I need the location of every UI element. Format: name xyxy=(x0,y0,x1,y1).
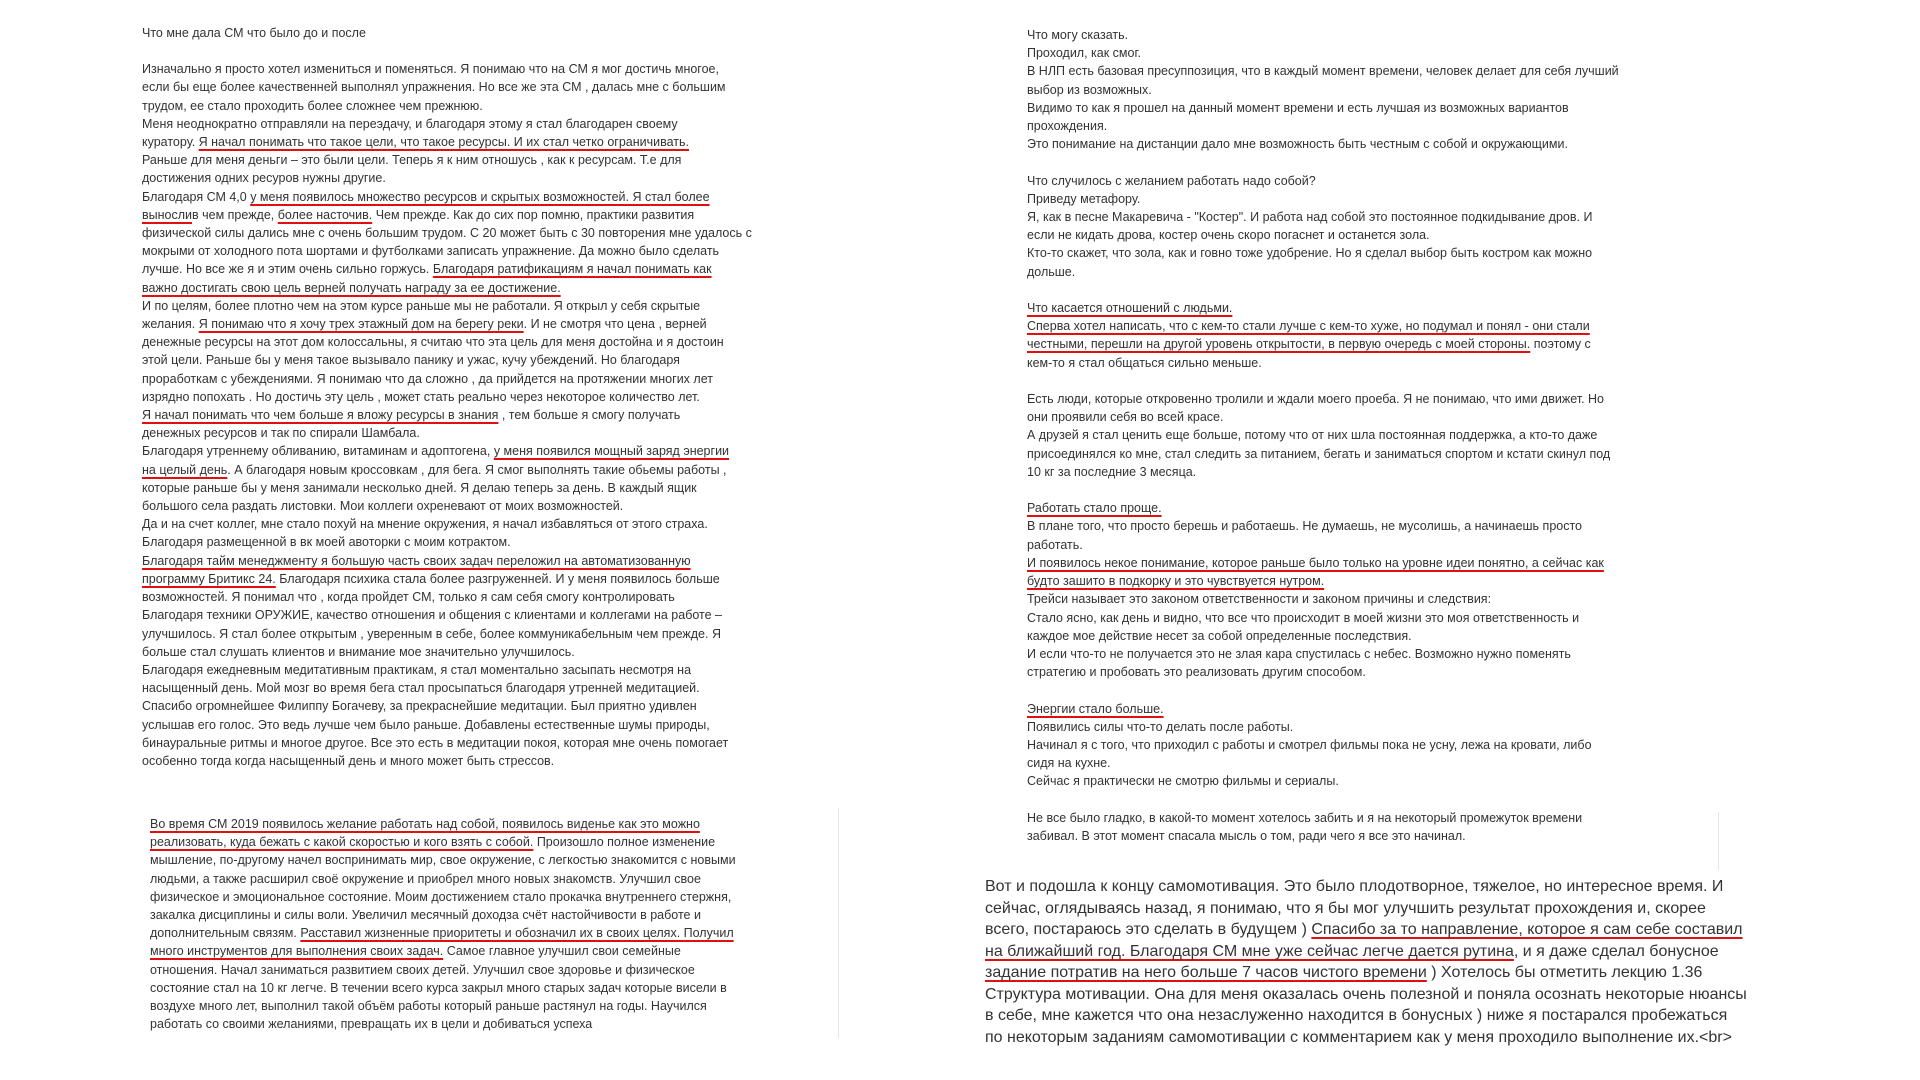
underlined-text: Расставил жизненные приоритеты и обозначил их в своих целях. Получил много инструментов для выполнения своих задач. xyxy=(150,926,734,959)
underlined-text: Благодаря ратификациям я начал понимать как важно достигать свою цель верней получать награду за ее достижение. xyxy=(142,262,712,295)
underlined-text: у меня появился мощный заряд энергии на целый день xyxy=(142,444,730,477)
underlined-text: задание потратив на него больше 7 часов чистого времени xyxy=(985,964,1427,981)
underlined-text: Что касается отношений с людьми. xyxy=(1027,301,1233,316)
underlined-text: И появилось некое понимание, которое раньше было только на уровне идеи понятно, а сейчас как будто зашито в подкорку и это чувствуется нутром. xyxy=(1027,555,1604,589)
underlined-text: Я начал понимать что чем больше я вложу ресурсы в знания xyxy=(142,408,499,423)
text-segment: . А благодаря новым кроссовкам , для бега. Я смог выполнять такие обьемы работы , которые раньше бы у меня занимали несколько дней. Я делаю теперь за день. В каждый ящик большого села раздать листовки. Мои коллеги охреневают от моих возможностей. Да и на счет коллег, мне стало похуй на мнение окружения, я начал избавляться от этого страха. Благодаря размещенной в вк моей авоторки с моим котрактом. xyxy=(142,462,727,550)
underlined-text: Я начал понимать что такое цели, что такое ресурсы. И их стал четко ограничивать. xyxy=(198,135,690,150)
underlined-text: Сперва хотел написать, что с кем-то стали лучше с кем-то хуже, но подумал и понял - они стали честными, перешли на другой уровень открытости, в первую очередь с моей стороны. xyxy=(1027,319,1590,352)
text-segment: ) Хотелось бы отметить лекцию 1.36 Структура мотивации. Она для меня оказалась очень полезной и поняла осознать некоторые нюансы в себе, мне кажется что она незаслуженно находится в бонусных ) ниже я постарался пробежаться по некоторым заданиям самомотивации с комментарием как у меня проходило выполнение их.<br> xyxy=(985,964,1747,1046)
text-segment: Вот и подошла к концу самомотивация. Это было плодотворное, тяжелое, но интересное время. И сейчас, оглядываясь назад, я понимаю, что я бы мог улучшить результат прохождения и, скорее всего, постараюсь это сделать в будущем ) xyxy=(985,878,1724,938)
text-segment: Самое главное улучшил свои семейные отношения. Начал заниматься развитием своих детей. Улучшил свое здоровье и физическое состояние стал на 10 кг легче. В течении всего курса закрыл много старых задач которые висели в воздухе много лет, выполнил такой объём работы который раньше растянул на годы. Научился работать со своими желаниями, превращать их в цели и добиваться успеха xyxy=(150,944,727,1032)
right-bottom-column xyxy=(985,876,1805,1048)
text-segment: Чем прежде. Как до сих пор помню, практики развития физической силы дались мне с очень большим трудом. С 20 может быть с 30 повторения мне удалось с мокрыми от холодного пота шортами и футболками записать упражнение. Да можно было сделать лучше. Но все же я и этим очень сильно горжусь. xyxy=(142,207,752,277)
underlined-text: Благодаря тайм менеджменту я большую часть своих задач переложил на автоматизованную программу Бритикс 24. xyxy=(142,553,691,586)
text-segment: , тем больше я смогу получать денежных ресурсов и так по спирали Шамбала. Благодаря утреннему обливанию, витаминам и адоптогена, xyxy=(142,408,681,459)
right-main-text xyxy=(1027,26,1727,845)
document-title: Что мне дала СМ что было до и после xyxy=(142,26,366,40)
text-segment: . И не смотря что цена , верней денежные ресурсы на этот дом колоссальны, я считаю что эта цель для меня достойна и я достоин этой цели. Раньше бы у меня такое вызывало панику и ужас, кучу убеждений. Но благодаря проработкам с убеждениями. Я понимаю что да сложно , да прийдется на протяжении многих лет изрядно попохать . Но достичь эту цель , может стать реально через некоторое количество лет. xyxy=(142,317,724,404)
underlined-text: более насточив. xyxy=(277,207,373,222)
text-segment: В плане того, что просто берешь и работаешь. Не думаешь, не мусолишь, а начинаешь просто работать. xyxy=(1027,519,1583,552)
text-segment: поэтому с кем-то я стал общаться сильно меньше. Есть люди, которые откровенно тролили и ждали моего проеба. Я не понимаю, что ими движет. Но они проявили себя во всей красе. А друзей я стал ценить еще больше, потому что от них шла постоянная поддержка, а кто-то даже присоединялся ко мне, стал следить за питанием, бегать и заниматься спортом и кстати скинул под 10 кг за последние 3 месяца. xyxy=(1027,337,1611,479)
underlined-text: Энергии стало больше. xyxy=(1027,701,1164,716)
left-bottom-text xyxy=(150,815,850,1033)
text-segment: Раньше для меня деньги – это были цели. Теперь я к ним отношусь , как к ресурсам. Т.е для достижения одних ресуров нужны другие. Благодаря СМ 4,0 xyxy=(142,153,682,204)
text-segment: Благодаря психика стала более разгруженней. И у меня появилось больше возможностей. Я понимал что , когда пройдет СМ, только я сам себя смогу контролировать Благодаря техники ОРУЖИЕ, качество отношения и общения с клиентами и коллегами на работе – улучшилось. Я стал более открытым , уверенным в себе, более коммуникабельным чем прежде. Я больше стал слушать клиентов и внимание мое значительно улучшилось. Благодаря ежедневным медитативным практикам, я стал моментально засыпать несмотря на насыщенный день. Мой мозг во время бега стал просыпаться благодаря утренней медитацией. Спасибо огромнейшее Филиппу Богачеву, за прекраснейшие медитации. Был приятно удивлен услышав его голос. Это ведь лучше чем было раньше. Добавлены естественные шумы природы, бинауральные ритмы и многое другое. Все это есть в медитации покоя, которая мне очень помогает особенно тогда когда насыщенный день и много может быть стрессов. xyxy=(142,571,729,768)
underlined-text: Работать стало проще. xyxy=(1027,501,1162,516)
underlined-text: Я понимаю что я хочу трех этажный дом на берегу реки xyxy=(198,317,524,332)
underlined-text: у меня появилось множество ресурсов и скрытых возможностей. Я стал более выносли xyxy=(142,189,710,222)
text-segment: И по целям, более плотно чем на этом курсе раньше мы не работали. Я открыл у себя скрытые желания. xyxy=(142,298,701,332)
right-bottom-divider xyxy=(1718,812,1719,870)
underlined-text: Во время СМ 2019 появилось желание работать над собой, появилось виденье как это можно реализовать, куда бежать с какой скоростью и кого взять с собой. xyxy=(150,817,700,850)
text-segment: Изначально я просто хотел измениться и поменяться. Я понимаю что на СМ я мог достичь многое, если бы еще более качественней выполнял упражнения. Но все же эта СМ , далась мне с большим трудом, ее стало проходить более сложнее чем прежнюю. Меня неоднократно отправляли на переэдачу, и благодаря этому я стал благодарен своему куратору. xyxy=(142,62,726,150)
text-segment: Что могу сказать. Проходил, как смог. В НЛП есть базовая пресуппозиция, что в каждый момент времени, человек делает для себя лучший выбор из возможных. Видимо то как я прошел на данный момент времени и есть лучшая из возможных вариантов прохождения. Это понимание на дистанции дало мне возможность быть честным с собой и окружающими. Что случилось с желанием работать надо собой? Приведу метафору. Я, как в песне Макаревича - "Костер". И работа над собой это постоянное подкидывание дров. И если не кидать дрова, костер очень скоро погаснет и останется зола. Кто-то скажет, что зола, как и говно тоже удобрение. Но я сделал выбор быть костром как можно дольше. xyxy=(1027,28,1619,279)
text-segment: Трейси называет это законом ответственности и законом причины и следствия: Стало ясно, как день и видно, что все что происходит в моей жизни это моя ответственность и каждое мое действие несет за собой определенные последствия. И если что-то не получается это не злая кара спустилась с небес. Возможно нужно поменять стратегию и пробовать это реализовать другим способом. xyxy=(1027,592,1580,680)
underlined-text: Спасибо за то направление, которое я сам себе составил на ближайший год. Благодаря СМ мне уже сейчас легче дается рутина xyxy=(985,921,1743,960)
left-bottom-column xyxy=(150,815,850,1033)
left-column xyxy=(142,24,842,770)
right-column xyxy=(1027,26,1727,845)
text-segment: , и я даже сделал бонусное xyxy=(1513,942,1719,960)
left-main-text xyxy=(142,60,842,770)
conclusion-text xyxy=(985,876,1805,1048)
text-segment: Произошло полное изменение мышление, по-другому начел воспринимать мир, свое окружение, с легкостью знакомится с новыми людьми, а также расширил своё окружение и приобрел много новых знакомств. Улучшил свое физическое и эмоциональное состояние. Моим достижением стало прокачка внутреннего стержня, закалка дисциплины и силы воли. Увеличил месячный доходза счёт настойчивости в работе и дополнительным связям. xyxy=(150,835,736,941)
text-segment: в чем прежде, xyxy=(192,207,278,222)
text-segment: Появились силы что-то делать после работы. Начинал я с того, что приходил с работы и смотрел фильмы пока не усну, лежа на кровати, либо сидя на кухне. Сейчас я практически не смотрю фильмы и сериалы. Не все было гладко, в какой-то момент хотелось забить и я на некоторый промежуток времени забивал. В этот момент спасала мысль о том, ради чего я все это начинал. xyxy=(1027,719,1592,843)
